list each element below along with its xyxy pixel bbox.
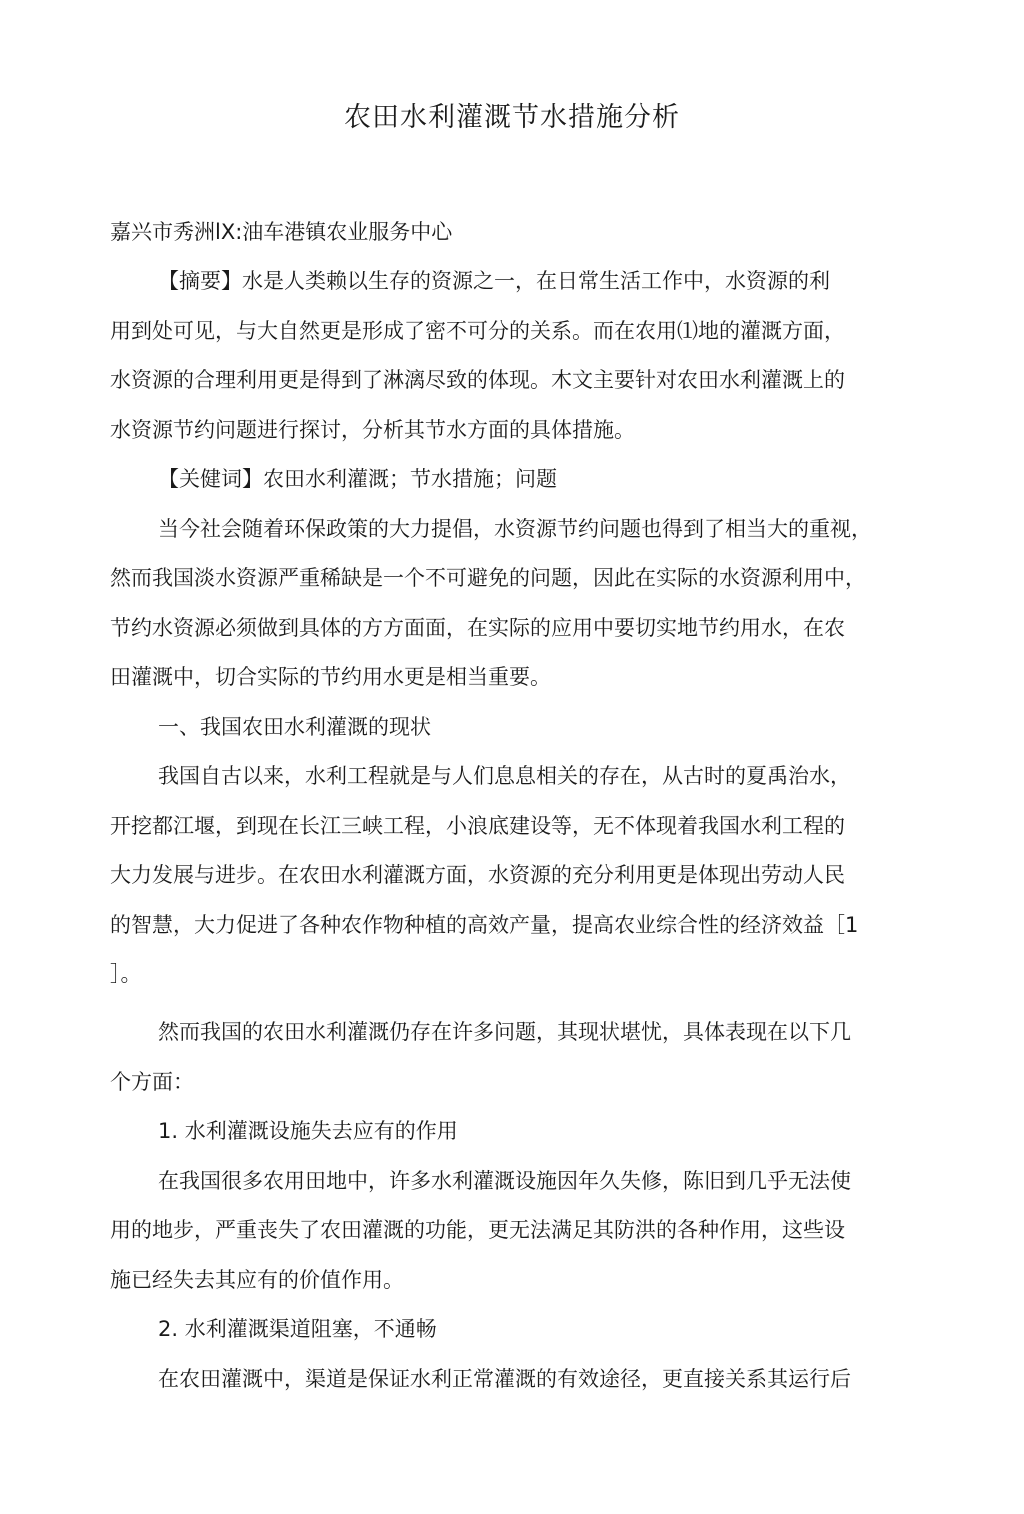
text-line: 在我国很多农用田地中，许多水利灌溉设施因年久失修，陈旧到几乎无法使	[158, 1168, 851, 1193]
text-line: 的智慧，大力促进了各种农作物种植的高效产量，提高农业综合性的经济效益［1	[110, 912, 859, 937]
text-line: 我国自古以来，水利工程就是与人们息息相关的存在，从古时的夏禹治水，	[158, 764, 851, 788]
text-line: 田灌溉中，切合实际的节约用水更是相当重要。	[110, 665, 551, 689]
text-line: 大力发展与进步。在农田水利灌溉方面，水资源的充分利用更是体现出劳动人民	[110, 863, 845, 887]
text-line: 然而我国的农田水利灌溉仍存在许多问题，其现状堪忧，具体表现在以下几	[158, 1020, 851, 1044]
text-line: 【关健词】农田水利灌溉；节水措施；问题	[158, 467, 557, 491]
document-body	[110, 262, 890, 1409]
text-line: 节约水资源必须做到具体的方方面面，在实际的应用中要切实地节约用水，在农	[110, 615, 845, 640]
text-line: 个方面：	[110, 1069, 194, 1094]
text-line: 2. 水利灌溉渠道阻塞，不通畅	[158, 1317, 437, 1341]
text-line: 开挖都江堰，到现在长江三峡工程，小浪底建设等，无不体现着我国水利工程的	[110, 813, 845, 838]
text-line: 当今社会随着环保政策的大力提倡，水资源节约问题也得到了相当大的重视，	[158, 516, 872, 541]
author-affiliation: 嘉兴市秀洲lX:油车港镇农业服务中心	[110, 220, 453, 244]
text-line: 用的地步，严重丧失了农田灌溉的功能，更无法满足其防洪的各种作用，这些设	[110, 1218, 845, 1242]
text-line: 然而我国淡水资源严重稀缺是一个不可避免的问题，因此在实际的水资源利用中，	[110, 566, 866, 590]
text-line: 用到处可见，与大自然更是形成了密不可分的关系。而在农用⑴地的灌溉方面，	[110, 318, 845, 343]
text-line: ］。	[110, 962, 142, 986]
text-line: 在农田灌溉中，渠道是保证水利正常灌溉的有效途径，更直接关系其运行后	[158, 1366, 851, 1391]
text-line: 水资源的合理利用更是得到了淋漓尽致的体现。木文主要针对农田水利灌溉上的	[110, 368, 845, 392]
text-line: 一、我国农田水利灌溉的现状	[158, 714, 431, 739]
text-line: 施已经失去其应有的价值作用。	[110, 1267, 404, 1292]
document-title: 农田水利灌溉节水措施分析	[344, 102, 680, 133]
text-line: 水资源节约问题进行探讨，分析其节水方面的具体措施。	[110, 417, 635, 442]
text-line: 1. 水利灌溉设施失去应有的作用	[158, 1119, 458, 1143]
text-line: 【摘要】水是人类赖以生存的资源之一，在日常生活工作中，水资源的利	[158, 269, 830, 293]
